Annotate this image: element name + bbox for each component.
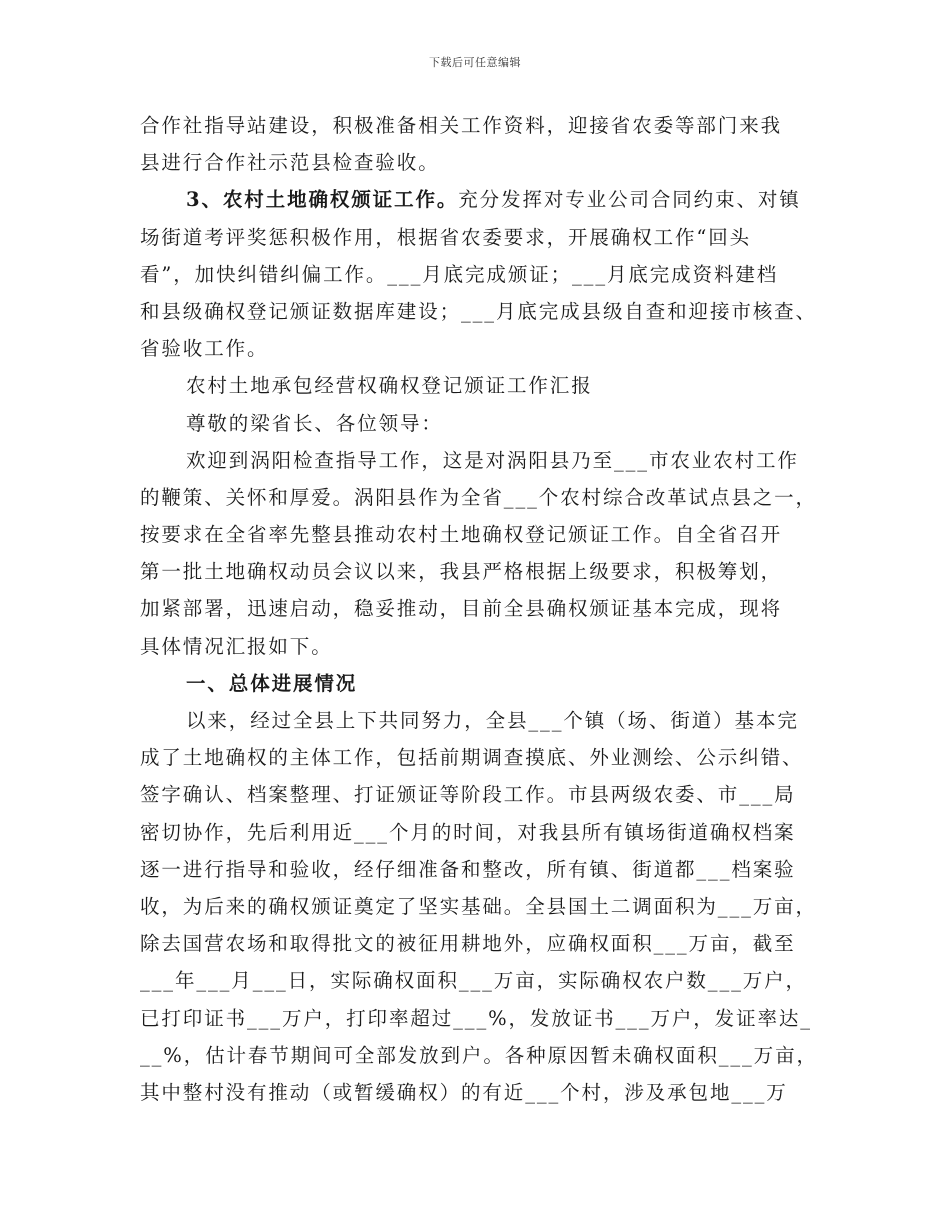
salutation: 尊敬的梁省长、各位领导： (186, 411, 443, 435)
text-line: 县进行合作社示范县检查验收。 (140, 151, 440, 175)
text-line: 具体情况汇报如下。 (140, 634, 333, 658)
text-line: 按要求在全省率先整县推动农村土地确权登记颁证工作。自全省召开 (140, 523, 783, 547)
document-body (140, 107, 820, 1111)
text-line: 欢迎到涡阳检查指导工作，这是对涡阳县乃至___市农业农村工作 (186, 448, 799, 472)
text-line: ___年___月___日，实际确权面积___万亩，实际确权农户数___万户， (140, 969, 807, 993)
text-line: 看”，加快纠错纠偏工作。___月底完成颁证；___月底完成资料建档 (140, 262, 779, 286)
text-line: __%，估计春节期间可全部发放到户。各种原因暂未确权面积___万亩， (140, 1043, 818, 1067)
text-line: 省验收工作。 (140, 337, 269, 361)
text-line: 和县级确权登记颁证数据库建设；___月底完成县级自查和迎接市核查、 (140, 299, 817, 323)
section-heading-line (140, 665, 820, 702)
section-heading: 一、总体进展情况 (186, 671, 358, 695)
text-line-section-3 (140, 181, 820, 218)
text-span: 充分发挥对专业公司合同约束、对镇 (458, 188, 801, 212)
report-title: 农村土地承包经营权确权登记颁证工作汇报 (186, 374, 593, 398)
text-line: 第一批土地确权动员会议以来，我县严格根据上级要求，积极筹划， (140, 560, 783, 584)
page-header: 下载后可任意编辑 (429, 56, 521, 69)
text-line: 的鞭策、关怀和厚爱。涡阳县作为全省___个农村综合改革试点县之一， (140, 485, 817, 509)
text-line: 成了土地确权的主体工作，包括前期调查摸底、外业测绘、公示纠错、 (140, 746, 804, 770)
text-line: 场街道考评奖惩积极作用，根据省农委要求，开展确权工作“回头 (140, 225, 752, 249)
text-line: 收，为后来的确权颁证奠定了坚实基础。全县国土二调面积为___万亩， (140, 894, 817, 918)
text-line: 其中整村没有推动（或暂缓确权）的有近___个村，涉及承包地___万 (140, 1080, 788, 1104)
text-line: 已打印证书___万户，打印率超过___%，发放证书___万户，发证率达_ (140, 1006, 812, 1030)
text-line: 逐一进行指导和验收，经仔细准备和整改，所有镇、街道都___档案验 (140, 857, 796, 881)
text-line: 合作社指导站建设，积极准备相关工作资料，迎接省农委等部门来我 (140, 114, 783, 137)
text-line: 以来，经过全县上下共同努力，全县___个镇（场、街道）基本完 (186, 709, 799, 732)
section-heading: 3、农村土地确权颁证工作。 (186, 188, 459, 212)
text-line: 签字确认、档案整理、打证颁证等阶段工作。市县两级农委、市___局 (140, 783, 796, 807)
text-line: 密切协作，先后利用近___个月的时间，对我县所有镇场街道确权档案 (140, 820, 796, 844)
text-line: 加紧部署，迅速启动，稳妥推动，目前全县确权颁证基本完成，现将 (140, 597, 783, 621)
text-line: 除去国营农场和取得批文的被征用耕地外，应确权面积___万亩，截至 (140, 932, 796, 956)
